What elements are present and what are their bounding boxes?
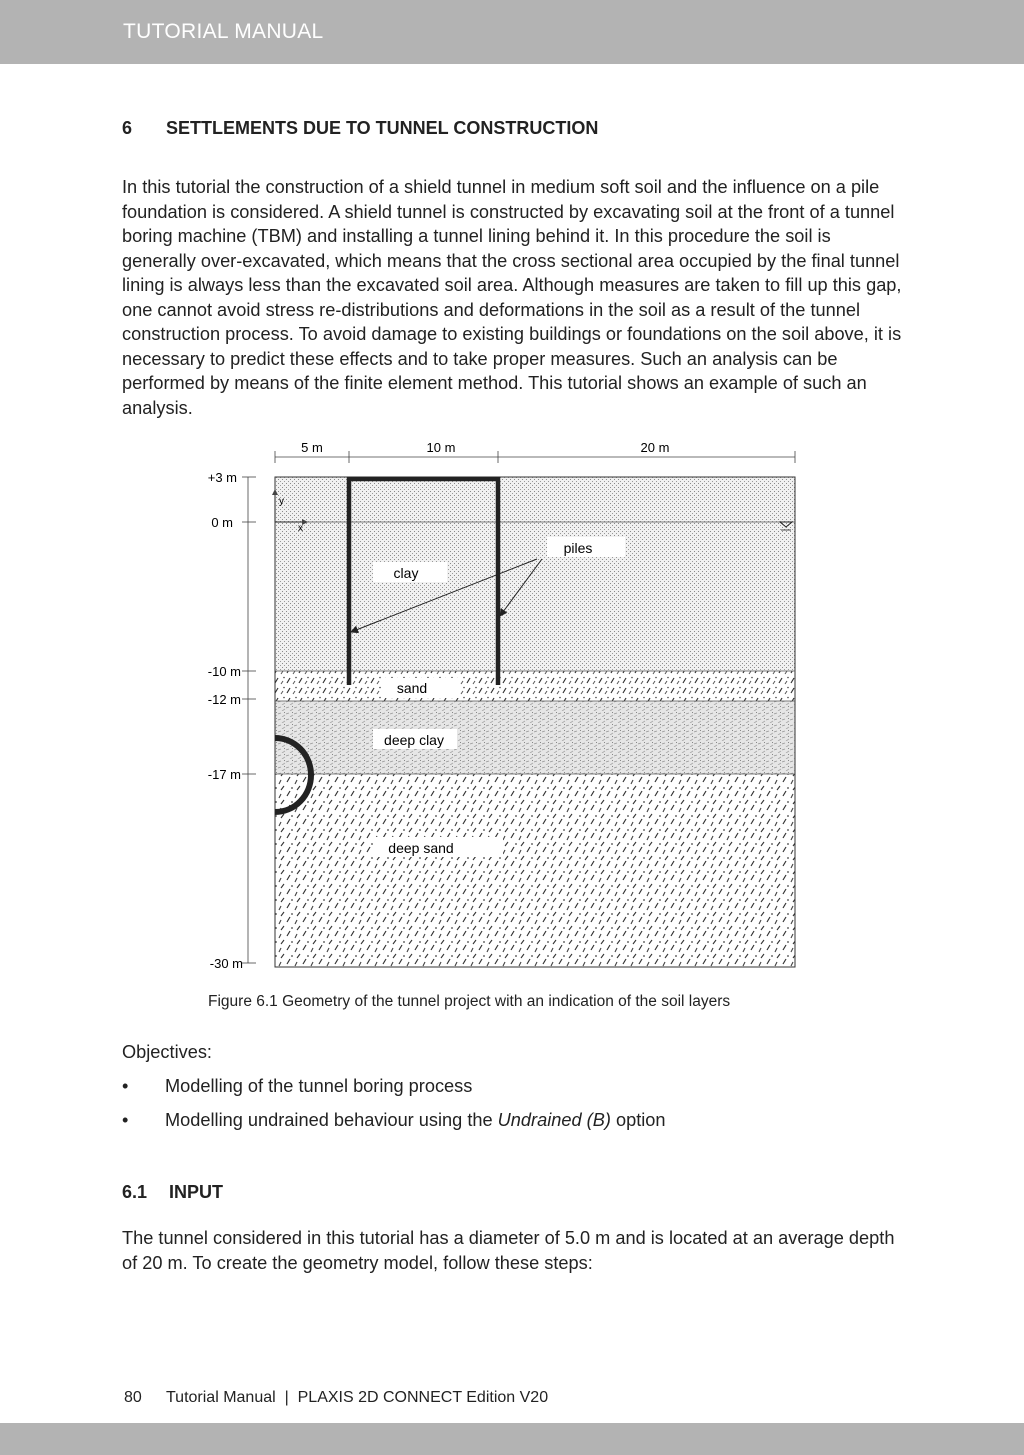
chapter-number: 6	[122, 118, 133, 138]
layer-label-clay: clay	[393, 565, 419, 581]
objective-text-suffix: option	[610, 1110, 666, 1130]
deep-clay-layer	[275, 701, 795, 774]
undrained-b-term: Undrained (B)	[497, 1110, 611, 1130]
top-dimension-lines	[275, 440, 795, 463]
clay-layer	[275, 477, 795, 671]
bullet-icon: •	[122, 1076, 129, 1096]
depth-label-minus12: -12 m	[207, 692, 241, 707]
geometry-diagram	[190, 435, 810, 980]
section-paragraph: The tunnel considered in this tutorial has a diameter of 5.0 m and is located at an average depth of 20 m. To create the geometry model, follow these steps:	[122, 1228, 895, 1273]
layer-label-sand: sand	[396, 680, 428, 696]
axis-y-label: y	[279, 496, 284, 507]
bullet-icon: •	[122, 1110, 129, 1130]
objective-text: Modelling of the tunnel boring process	[165, 1076, 473, 1096]
depth-label-minus17: -17 m	[207, 767, 241, 782]
section-heading	[122, 1182, 223, 1203]
tunnel-geometry-figure	[190, 435, 810, 980]
footer	[124, 1389, 548, 1407]
header-bar	[0, 0, 1024, 64]
chapter-title: SETTLEMENTS DUE TO TUNNEL CONSTRUCTION	[166, 118, 599, 138]
dimension-5m: 5 m	[301, 440, 323, 455]
header-title: TUTORIAL MANUAL	[123, 20, 324, 43]
piles-label: piles	[563, 540, 593, 556]
figure-caption: Figure 6.1 Geometry of the tunnel project with an indication of the soil layers	[208, 993, 731, 1010]
depth-label-plus3: +3 m	[207, 470, 237, 485]
depth-label-0: 0 m	[211, 515, 233, 530]
depth-label-minus30: -30 m	[209, 956, 243, 971]
depth-label-minus10: -10 m	[207, 664, 241, 679]
objective-text-prefix: Modelling undrained behaviour using the	[165, 1110, 498, 1130]
layer-label-deep-clay: deep clay	[384, 732, 444, 748]
sand-layer	[275, 671, 795, 701]
page-number: 80	[124, 1389, 142, 1406]
chapter-heading	[122, 118, 598, 139]
section-number: 6.1	[122, 1182, 148, 1202]
layer-label-deep-sand: deep sand	[388, 840, 454, 856]
dimension-10m: 10 m	[426, 440, 456, 455]
axis-x-label: x	[298, 523, 303, 534]
section-title: INPUT	[169, 1182, 223, 1202]
objectives-label: Objectives:	[122, 1042, 212, 1062]
footer-title: Tutorial Manual | PLAXIS 2D CONNECT Edition V20	[166, 1389, 549, 1406]
deep-sand-layer	[275, 774, 795, 967]
objective-text	[165, 1110, 666, 1131]
depth-scale	[208, 470, 256, 971]
intro-paragraph: In this tutorial the construction of a shield tunnel in medium soft soil and the influence on a pile foundation is considered. A shield tunnel is constructed by excavating soil at the front of a tunnel boring machine (TBM) and installing a tunnel lining behind it. In this procedure the soil is generally over-excavated, which means that the cross sectional area occupied by the final tunnel lining is always less than the excavated soil area. Although measures are taken to fill up this gap, one cannot avoid stress re-distributions and deformations in the soil as a result of the tunnel construction process. To avoid damage to existing buildings or foundations on the soil above, it is necessary to predict these effects and to take proper measures. Such an analysis can be performed by means of the finite element method. This tutorial shows an example of such an analysis.	[122, 177, 902, 418]
dimension-20m: 20 m	[640, 440, 670, 455]
footer-bar	[0, 1423, 1024, 1455]
